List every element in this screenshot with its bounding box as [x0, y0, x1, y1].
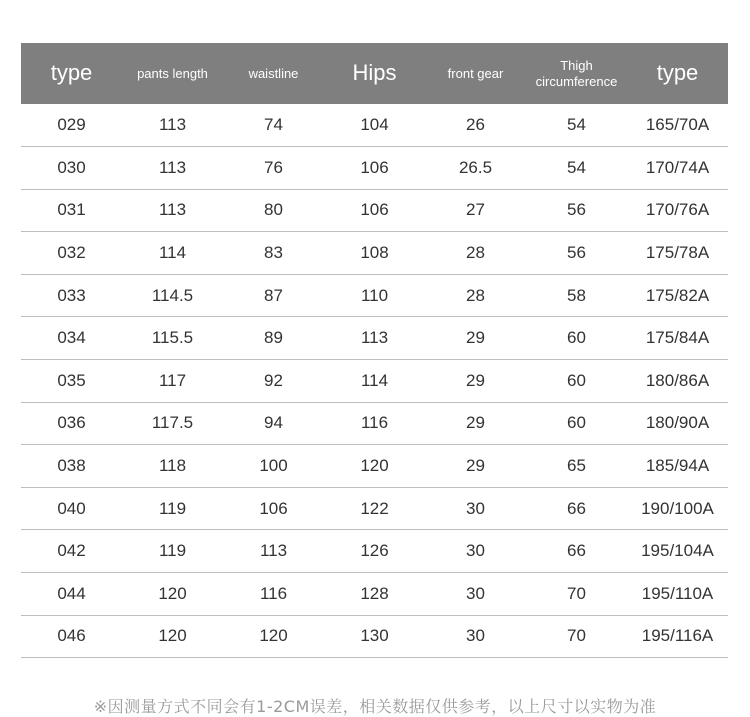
pants-length-cell: 113 [122, 147, 223, 190]
waistline-cell: 116 [223, 573, 324, 616]
table-row [21, 445, 728, 488]
thigh-cell: 70 [526, 615, 627, 658]
table-row [21, 530, 728, 573]
pants-length-cell: 119 [122, 487, 223, 530]
header-hips: Hips [352, 60, 397, 86]
type-cell: 032 [21, 232, 122, 275]
size-cell: 195/104A [627, 530, 728, 573]
front-gear-cell: 26.5 [425, 147, 526, 190]
size-chart-table [21, 43, 728, 658]
hips-cell: 106 [324, 147, 425, 190]
front-gear-cell: 30 [425, 530, 526, 573]
hips-cell: 114 [324, 360, 425, 403]
table-row [21, 189, 728, 232]
pants-length-cell: 113 [122, 104, 223, 147]
pants-length-cell: 119 [122, 530, 223, 573]
hips-cell: 113 [324, 317, 425, 360]
thigh-cell: 60 [526, 360, 627, 403]
size-cell: 180/86A [627, 360, 728, 403]
pants-length-cell: 117 [122, 360, 223, 403]
size-cell: 175/78A [627, 232, 728, 275]
hips-cell: 110 [324, 274, 425, 317]
waistline-cell: 89 [223, 317, 324, 360]
size-cell: 165/70A [627, 104, 728, 147]
size-cell: 175/84A [627, 317, 728, 360]
front-gear-cell: 30 [425, 573, 526, 616]
size-cell: 185/94A [627, 445, 728, 488]
size-cell: 170/74A [627, 147, 728, 190]
thigh-cell: 60 [526, 317, 627, 360]
waistline-cell: 120 [223, 615, 324, 658]
thigh-cell: 54 [526, 104, 627, 147]
header-waistline: waistline [248, 65, 299, 81]
hips-cell: 122 [324, 487, 425, 530]
waistline-cell: 87 [223, 274, 324, 317]
type-cell: 040 [21, 487, 122, 530]
hips-cell: 130 [324, 615, 425, 658]
pants-length-cell: 113 [122, 189, 223, 232]
front-gear-cell: 28 [425, 232, 526, 275]
table-row [21, 104, 728, 147]
thigh-cell: 58 [526, 274, 627, 317]
waistline-cell: 100 [223, 445, 324, 488]
table-row [21, 573, 728, 616]
pants-length-cell: 120 [122, 573, 223, 616]
waistline-cell: 92 [223, 360, 324, 403]
table-row [21, 487, 728, 530]
type-cell: 036 [21, 402, 122, 445]
waistline-cell: 106 [223, 487, 324, 530]
thigh-cell: 56 [526, 232, 627, 275]
waistline-cell: 76 [223, 147, 324, 190]
front-gear-cell: 30 [425, 487, 526, 530]
waistline-cell: 94 [223, 402, 324, 445]
waistline-cell: 74 [223, 104, 324, 147]
hips-cell: 106 [324, 189, 425, 232]
hips-cell: 126 [324, 530, 425, 573]
thigh-cell: 66 [526, 530, 627, 573]
size-chart-body [21, 104, 728, 658]
front-gear-cell: 29 [425, 402, 526, 445]
type-cell: 035 [21, 360, 122, 403]
front-gear-cell: 29 [425, 317, 526, 360]
thigh-cell: 54 [526, 147, 627, 190]
front-gear-cell: 30 [425, 615, 526, 658]
front-gear-cell: 28 [425, 274, 526, 317]
thigh-cell: 70 [526, 573, 627, 616]
size-chart-header [21, 43, 728, 104]
waistline-cell: 113 [223, 530, 324, 573]
table-row [21, 147, 728, 190]
thigh-cell: 56 [526, 189, 627, 232]
thigh-cell: 66 [526, 487, 627, 530]
waistline-cell: 80 [223, 189, 324, 232]
pants-length-cell: 118 [122, 445, 223, 488]
header-pants-length: pants length [137, 65, 208, 81]
type-cell: 029 [21, 104, 122, 147]
header-front-gear: front gear [447, 65, 504, 81]
header-type: type [50, 60, 93, 86]
pants-length-cell: 117.5 [122, 402, 223, 445]
table-row [21, 360, 728, 403]
hips-cell: 116 [324, 402, 425, 445]
pants-length-cell: 120 [122, 615, 223, 658]
table-row [21, 274, 728, 317]
type-cell: 031 [21, 189, 122, 232]
size-cell: 170/76A [627, 189, 728, 232]
size-cell: 175/82A [627, 274, 728, 317]
front-gear-cell: 26 [425, 104, 526, 147]
thigh-cell: 65 [526, 445, 627, 488]
table-row [21, 317, 728, 360]
hips-cell: 104 [324, 104, 425, 147]
pants-length-cell: 114.5 [122, 274, 223, 317]
type-cell: 046 [21, 615, 122, 658]
hips-cell: 120 [324, 445, 425, 488]
table-row [21, 402, 728, 445]
header-type-size: type [656, 60, 699, 86]
front-gear-cell: 29 [425, 360, 526, 403]
pants-length-cell: 114 [122, 232, 223, 275]
thigh-cell: 60 [526, 402, 627, 445]
table-row [21, 615, 728, 658]
hips-cell: 128 [324, 573, 425, 616]
size-cell: 180/90A [627, 402, 728, 445]
hips-cell: 108 [324, 232, 425, 275]
type-cell: 034 [21, 317, 122, 360]
table-row [21, 232, 728, 275]
header-row [21, 43, 728, 104]
waistline-cell: 83 [223, 232, 324, 275]
type-cell: 030 [21, 147, 122, 190]
header-thigh-circumference: Thigh circumference [535, 57, 618, 89]
front-gear-cell: 27 [425, 189, 526, 232]
size-cell: 190/100A [627, 487, 728, 530]
measurement-note: ※因测量方式不同会有1-2CM误差，相关数据仅供参考，以上尺寸以实物为准 [93, 697, 657, 716]
size-cell: 195/116A [627, 615, 728, 658]
type-cell: 033 [21, 274, 122, 317]
type-cell: 042 [21, 530, 122, 573]
type-cell: 044 [21, 573, 122, 616]
pants-length-cell: 115.5 [122, 317, 223, 360]
front-gear-cell: 29 [425, 445, 526, 488]
type-cell: 038 [21, 445, 122, 488]
size-cell: 195/110A [627, 573, 728, 616]
